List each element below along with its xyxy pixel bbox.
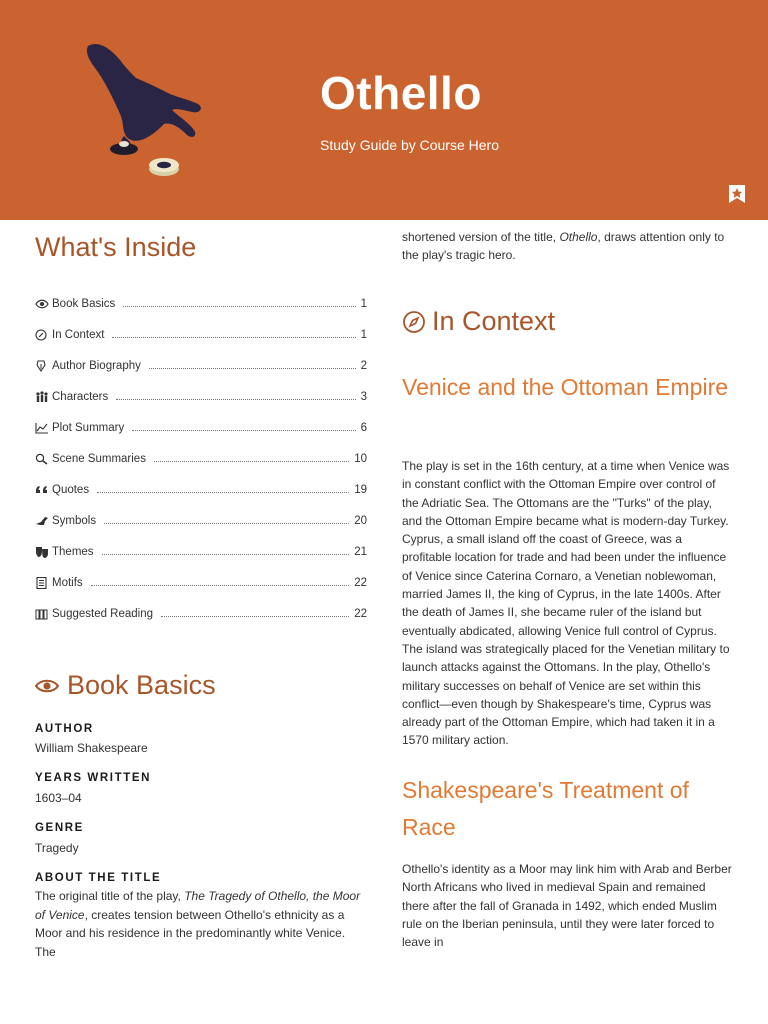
years-written-value: 1603–04 bbox=[35, 791, 82, 805]
original-title-italic: The Tragedy of Othello, the Moor of Venice bbox=[35, 889, 361, 922]
quote-icon bbox=[35, 484, 49, 496]
eye-icon bbox=[35, 678, 59, 694]
book-title: Othello bbox=[320, 67, 482, 119]
book-basics-heading-row bbox=[35, 670, 216, 701]
toc-item-symbols[interactable] bbox=[35, 511, 367, 527]
toc-leader-dots bbox=[154, 461, 349, 462]
toc-label: Themes bbox=[52, 546, 94, 558]
author-label: AUTHOR bbox=[35, 723, 94, 735]
book-basics-heading: Book Basics bbox=[67, 670, 216, 700]
years-written-label: YEARS WRITTEN bbox=[35, 772, 151, 784]
toc-leader-dots bbox=[116, 399, 355, 400]
about-title-label: ABOUT THE TITLE bbox=[35, 872, 162, 884]
toc-item-themes[interactable] bbox=[35, 542, 367, 558]
toc-leader-dots bbox=[104, 523, 349, 524]
chart-icon bbox=[35, 422, 49, 434]
toc-leader-dots bbox=[123, 306, 355, 307]
document-icon bbox=[35, 577, 49, 589]
genre-value: Tragedy bbox=[35, 841, 79, 855]
about-text-part: , creates tension between Othello's ethnicity as a Moor and his residence in the predominantly white Venice. The bbox=[35, 907, 346, 959]
toc-page-number: 1 bbox=[360, 329, 367, 341]
toc-label: Author Biography bbox=[52, 360, 141, 372]
continued-text-part: shortened version of the title, bbox=[402, 230, 560, 244]
toc-item-author-biography[interactable] bbox=[35, 356, 367, 372]
toc-label: Book Basics bbox=[52, 298, 116, 310]
toc-leader-dots bbox=[161, 616, 349, 617]
in-context-heading-row bbox=[402, 306, 555, 337]
short-title-italic: Othello bbox=[559, 230, 598, 244]
in-context-heading: In Context bbox=[432, 306, 556, 336]
toc-label: In Context bbox=[52, 329, 105, 341]
treatment-of-race-heading: Shakespeare's Treatment of Race bbox=[402, 777, 689, 840]
header-banner bbox=[0, 0, 768, 220]
masks-icon bbox=[35, 546, 49, 558]
continued-text-part: , draws attention only to the play's tragic hero. bbox=[402, 230, 725, 263]
toc-page-number: 6 bbox=[360, 422, 367, 434]
toc-page-number: 2 bbox=[360, 360, 367, 372]
toc-item-motifs[interactable] bbox=[35, 573, 367, 589]
pen-nib-icon bbox=[35, 360, 49, 372]
eye-icon bbox=[35, 298, 49, 310]
venice-ottoman-text: The play is set in the 16th century, at a time when Venice was in constant conflict with the Ottoman Empire over control of the Adriatic Sea. The Ottomans are the "Turks" of the play, and the Ottoman Empire became what is modern-day Turkey. Cyprus, a small island off the coast of Greece, was a profitable location for trade and had been under the influence of Venice since Caterina Cornaro, a Venetian noblewoman, married James II, the king of Cyprus, in the late 1400s. After the death of James II, she became ruler of the island but eventually abdicated, allowing Venice full control of Cyprus. The island was strategically placed for the Venetian military to launch attacks against the Ottomans. In the play, Othello's military successes on behalf of Venice are set within this conflict—even though by Shakespeare's time, Cyprus was already part of the Ottoman Empire, which had taken it in a 1570 military action. bbox=[402, 459, 730, 748]
genre-label: GENRE bbox=[35, 822, 84, 834]
compass-icon bbox=[402, 310, 426, 334]
toc-item-characters[interactable] bbox=[35, 387, 367, 403]
toc-leader-dots bbox=[102, 554, 350, 555]
book-subtitle: Study Guide by Course Hero bbox=[320, 137, 499, 153]
toc-page-number: 10 bbox=[354, 453, 367, 465]
about-text-part: The original title of the play, bbox=[35, 889, 185, 903]
toc-page-number: 1 bbox=[360, 298, 367, 310]
toc-page-number: 20 bbox=[354, 515, 367, 527]
toc-label: Plot Summary bbox=[52, 422, 125, 434]
treatment-of-race-text: Othello's identity as a Moor may link him with Arab and Berber North Africans who lived in medieval Spain and remained there after the fall of Granada in 1492, which ended Muslim rule on the Iberian peninsula, until they were later forced to leave in bbox=[402, 862, 732, 950]
author-value: William Shakespeare bbox=[35, 741, 148, 755]
toc-label: Characters bbox=[52, 391, 109, 403]
toc-leader-dots bbox=[149, 368, 356, 369]
toc-label: Symbols bbox=[52, 515, 97, 527]
compass-icon bbox=[35, 329, 49, 341]
toc-page-number: 19 bbox=[354, 484, 367, 496]
toc-label: Motifs bbox=[52, 577, 83, 589]
gloved-hand-placing-checker-icon bbox=[80, 38, 210, 188]
toc-page-number: 22 bbox=[354, 608, 367, 620]
toc-page-number: 21 bbox=[354, 546, 367, 558]
venice-ottoman-heading: Venice and the Ottoman Empire bbox=[402, 374, 729, 400]
toc-label: Suggested Reading bbox=[52, 608, 154, 620]
people-icon bbox=[35, 391, 49, 403]
toc-page-number: 3 bbox=[360, 391, 367, 403]
toc-item-quotes[interactable] bbox=[35, 480, 367, 496]
about-title-continued bbox=[402, 228, 734, 265]
toc-leader-dots bbox=[91, 585, 350, 586]
whats-inside-heading: What's Inside bbox=[35, 232, 197, 262]
about-title-text bbox=[35, 887, 367, 961]
toc-label: Scene Summaries bbox=[52, 453, 146, 465]
toc-item-plot-summary[interactable] bbox=[35, 418, 367, 434]
toc-item-book-basics[interactable] bbox=[35, 294, 367, 310]
toc-item-in-context[interactable] bbox=[35, 325, 367, 341]
magnifier-icon bbox=[35, 453, 49, 465]
toc-leader-dots bbox=[132, 430, 355, 431]
bird-icon bbox=[35, 515, 49, 527]
toc-page-number: 22 bbox=[354, 577, 367, 589]
toc-item-suggested-reading[interactable] bbox=[35, 604, 367, 620]
books-icon bbox=[35, 608, 49, 620]
toc-label: Quotes bbox=[52, 484, 90, 496]
course-hero-bookmark-star-icon[interactable] bbox=[728, 184, 746, 204]
toc-leader-dots bbox=[97, 492, 349, 493]
toc-leader-dots bbox=[112, 337, 355, 338]
toc-item-scene-summaries[interactable] bbox=[35, 449, 367, 465]
